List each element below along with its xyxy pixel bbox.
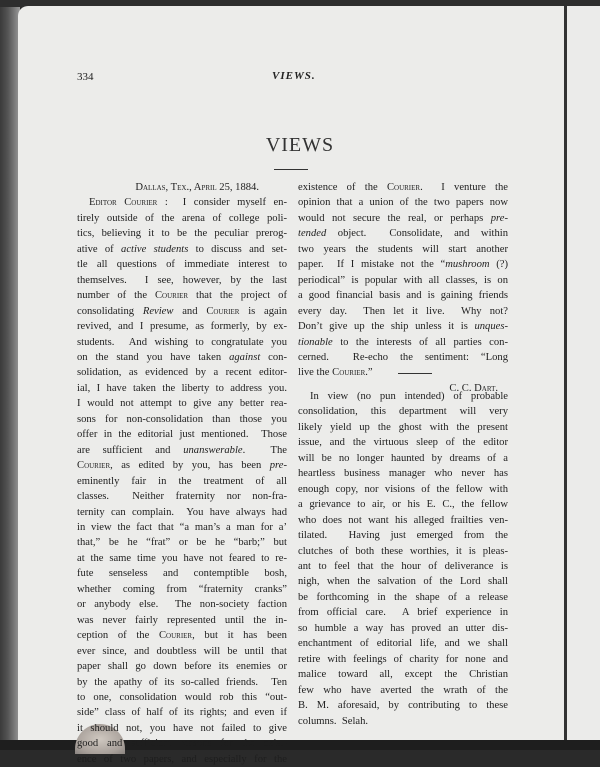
page-number: 334 <box>77 71 94 83</box>
editorial-line: issue, and the virtuous sleep of the editor <box>298 437 508 449</box>
section-rule <box>398 373 432 374</box>
letter-line: periodical” is popular with all classes, is on <box>298 274 508 286</box>
letter-line: two years the students will start another <box>298 243 508 255</box>
letter-line: to one, consolidation would rob this “out- <box>77 691 287 703</box>
editorial-line: B. M. aforesaid, by contributing to these <box>298 700 508 712</box>
editorial-line: consolidation, this department will very <box>298 406 508 418</box>
letter-line: I would not attempt to give any better rea- <box>77 398 287 410</box>
editorial-line: enchantment of editorial life, and we shall <box>298 638 508 650</box>
running-head: VIEWS. <box>272 70 316 82</box>
letter-line: ternity can complain. You have always had <box>77 506 287 518</box>
letter-line: Don’t give up the ship unless it is unques- <box>298 321 508 333</box>
letter-line: themselves. I see, however, by the last <box>77 274 287 286</box>
editorial-line: retire with feelings of charity for none and <box>298 653 508 665</box>
editorial-line: clutches of both these worthies, it is pleas- <box>298 545 508 557</box>
letter-line: ence of two papers, and especially for the <box>77 753 287 765</box>
letter-line: live the Courier.” <box>298 367 373 379</box>
letter-line: Courier, as edited by you, has been pre- <box>77 460 287 472</box>
editorial-line: columns. Selah. <box>298 715 369 727</box>
letter-line: cerned. Re-echo the sentiment: “Long <box>298 351 508 363</box>
letter-line: paper shall go down before its enemies or <box>77 661 287 673</box>
letter-line: ial, I have taken the liberty to address you. <box>77 382 287 394</box>
letter-line: ception of the Courier, but it has been <box>77 630 287 642</box>
letter-line: at the same time you have not feared to re- <box>77 552 287 564</box>
letter-line: was never fairly represented until the in- <box>77 614 287 626</box>
dateline: Dallas, Tex., April 25, 1884. <box>135 182 259 193</box>
letter-line: solidation, as evidenced by a recent editor- <box>77 367 287 379</box>
letter-line: by the apathy of its so-called friends. Ten <box>77 676 287 688</box>
book-spine-edge <box>0 0 20 750</box>
letter-line: paper. If I mistake not the “mushroom (?) <box>298 259 509 271</box>
editorial-line: likely yield up the ghost with the present <box>298 421 508 433</box>
editorial-line: nigh, when the salvation of the Lord shall <box>298 576 508 588</box>
letter-line: eminently fair in the treatment of all <box>77 475 287 487</box>
letter-line: tionable to the interests of all parties con- <box>298 336 508 348</box>
letter-line: that,” be he “frat” or be he “barb;” but <box>77 537 287 549</box>
editorial-note <box>298 389 508 729</box>
section-title: VIEWS <box>265 134 335 156</box>
editorial-line: be forthcoming in the shape of a release <box>298 591 508 603</box>
letter-line: tics, believing it to be the peculiar prerog- <box>77 228 287 240</box>
letter-line: offer in the editorial just mentioned. Those <box>77 429 287 441</box>
letter-line: side” class of half of its rights; and even if <box>77 707 287 719</box>
letter-body-right <box>298 180 508 381</box>
editorial-body <box>298 389 508 729</box>
letter-line: are sufficient and unanswerable. The <box>77 444 287 456</box>
letter-line: ever since, and doubtless will be until that <box>77 645 287 657</box>
page-gutter <box>564 6 567 740</box>
editorial-line: In view (no pun intended) of probable <box>310 391 508 402</box>
letter-line: students. And wishing to congratulate you <box>77 336 287 348</box>
letter-line: classes. Neither fraternity nor non-fra- <box>77 491 287 503</box>
letter-line: it should not, you have not failed to give <box>77 722 287 734</box>
letter-body-left <box>77 211 287 767</box>
editorial-line: ant to feel that the hour of deliverance is <box>298 560 508 572</box>
letter-column-right <box>298 180 508 396</box>
letter-line: or anybody else. The non-society faction <box>77 599 287 611</box>
letter-line: opinion that a union of the two papers now <box>298 197 508 209</box>
letter-line: tle all questions of immediate interest to <box>77 259 287 271</box>
letter-line: number of the Courier that the project of <box>77 290 287 302</box>
title-rule <box>274 169 308 170</box>
letter-line: revived, and I presume, as formerly, by ex- <box>77 321 287 333</box>
editorial-line: few who have averted the wrath of the <box>298 684 508 696</box>
letter-line: a good financial basis and is gaining friends <box>298 290 508 302</box>
letter-line: tirely outside of the arena of college poli- <box>77 212 287 224</box>
salutation: Editor Courier : <box>89 197 168 209</box>
letter-line: tended object. Consolidate, and within <box>298 228 508 240</box>
letter-line: good and sufficient reasons for the exist- <box>77 738 287 750</box>
letter-line: every day. Then let it live. Why not? <box>298 305 508 317</box>
editorial-line: heartless business manager who never has <box>298 468 508 480</box>
editorial-line: tilated. Having just emerged from the <box>298 530 508 542</box>
editorial-line: from official care. A brief experience in <box>298 607 508 619</box>
letter-line: on the stand you have taken against con- <box>77 351 287 363</box>
letter-column-left <box>77 180 287 767</box>
editorial-line: so humble a way has proved an utter dis- <box>298 622 508 634</box>
editorial-line: enough copy, nor visions of the fellow with <box>298 483 508 495</box>
editorial-line: malice toward all, except the Christian <box>298 669 508 681</box>
adjacent-page-edge <box>568 6 600 740</box>
editorial-line: will be no longer haunted by dreams of a <box>298 452 508 464</box>
letter-line: existence of the Courier. I venture the <box>298 182 508 193</box>
editorial-line: a grievance to air, or his E. C., the fellow <box>298 499 508 511</box>
editorial-line: who does not want his alleged frailties ven- <box>298 514 508 526</box>
letter-line: ative of active students to discuss and set- <box>77 243 287 255</box>
letter-line: would not secure the real, or perhaps pre- <box>298 212 508 224</box>
letter-line: fute senseless and contemptible bosh, <box>77 568 287 580</box>
signature: C. C. Dart. <box>449 382 498 394</box>
letter-line: sons for non-consolidation than those you <box>77 413 287 425</box>
letter-line: in view the fact that “a man’s a man for a’ <box>77 521 287 533</box>
letter-line: Editor Courier : I consider myself en- <box>89 197 287 209</box>
letter-line: consolidating Review and Courier is again <box>77 305 287 317</box>
letter-line: whether coming from “fraternity cranks” <box>77 583 287 595</box>
